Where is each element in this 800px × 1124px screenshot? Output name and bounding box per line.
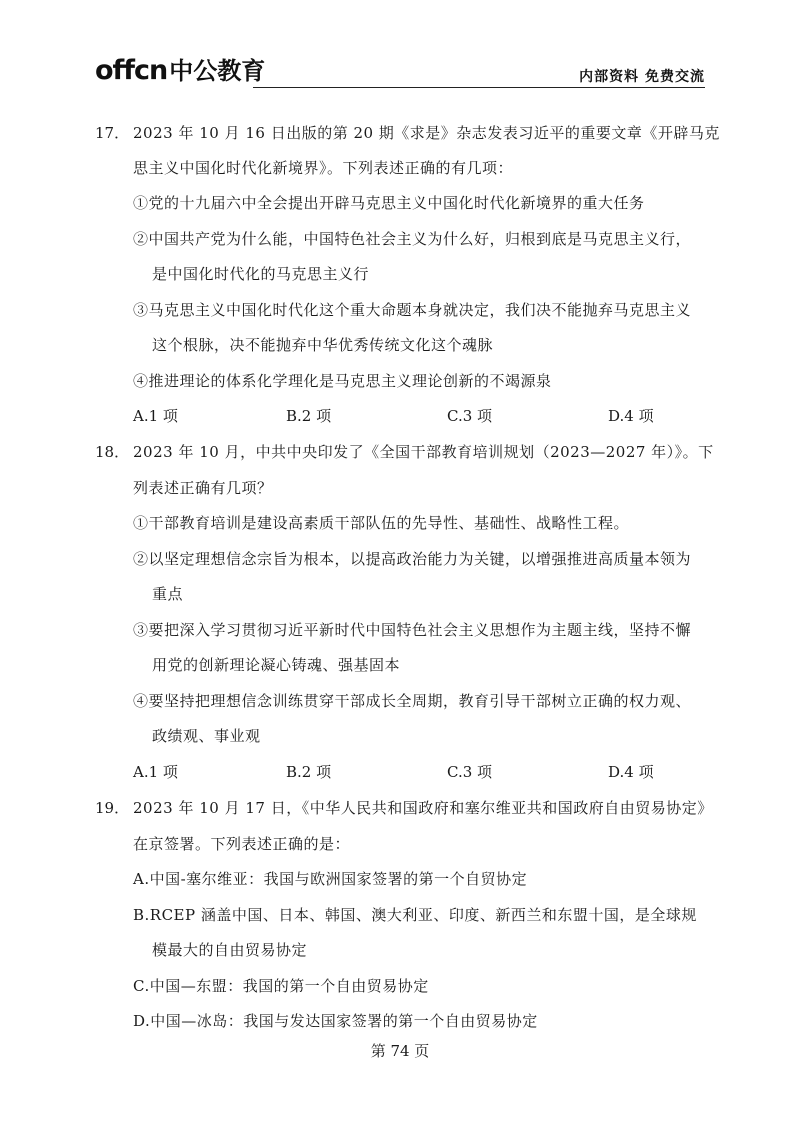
question-number: 19．	[95, 799, 130, 817]
statement-line: ②中国共产党为什么能，中国特色社会主义为什么好，归根到底是马克思主义行，	[133, 230, 692, 248]
option-c: C.3 项	[447, 763, 493, 781]
option-d: D.4 项	[608, 763, 654, 781]
statement-line: 重点	[152, 585, 184, 603]
option-c: C.3 项	[447, 407, 493, 425]
statement-line: ③要把深入学习贯彻习近平新时代中国特色社会主义思想作为主题主线，坚持不懈	[133, 621, 692, 639]
statement-line: ③马克思主义中国化时代化这个重大命题本身就决定，我们决不能抛弃马克思主义	[133, 301, 692, 319]
option-b: B.2 项	[286, 763, 332, 781]
logo-latin-text: offcn	[95, 55, 168, 86]
statement-line: ①干部教育培训是建设高素质干部队伍的先导性、基础性、战略性工程。	[133, 514, 630, 532]
question-number: 18．	[95, 443, 130, 461]
statement-line: 政绩观、事业观	[152, 727, 261, 745]
option-d: D.4 项	[608, 407, 654, 425]
option-a: A.1 项	[133, 407, 178, 425]
question-stem-line: 思主义中国化时代化新境界》。下列表述正确的有几项：	[133, 159, 514, 177]
offcn-logo	[95, 56, 265, 86]
logo-cn-text: 中公教育	[169, 57, 266, 85]
question-number: 17．	[95, 124, 130, 142]
statement-line: ④要坚持把理想信念训练贯穿干部成长全周期，教育引导干部树立正确的权力观、	[133, 692, 692, 710]
header-note: 内部资料 免费交流	[579, 69, 705, 85]
choice-line: B.RCEP 涵盖中国、日本、韩国、澳大利亚、印度、新西兰和东盟十国，是全球规	[133, 906, 697, 924]
page-header	[95, 56, 705, 88]
question-stem-line: 2023 年 10 月 17 日，《中华人民共和国政府和塞尔维亚共和国政府自由贸易协定》	[133, 799, 713, 817]
question-stem-line: 2023 年 10 月 16 日出版的第 20 期《求是》杂志发表习近平的重要文章《开辟马克	[133, 124, 720, 142]
choice-line: A.中国-塞尔维亚：我国与欧洲国家签署的第一个自贸协定	[133, 870, 528, 888]
question-stem-line: 列表述正确有几项？	[133, 479, 273, 497]
option-b: B.2 项	[286, 407, 332, 425]
choice-line: D.中国—冰岛：我国与发达国家签署的第一个自由贸易协定	[133, 1012, 538, 1030]
statement-line: ①党的十九届六中全会提出开辟马克思主义中国化时代化新境界的重大任务	[133, 194, 645, 212]
choice-line: 模最大的自由贸易协定	[152, 941, 308, 959]
statement-line: 这个根脉，决不能抛弃中华优秀传统文化这个魂脉	[152, 336, 494, 354]
option-a: A.1 项	[133, 763, 178, 781]
question-stem-line: 2023 年 10 月，中共中央印发了《全国干部教育培训规划（2023—2027 年）》。下	[133, 443, 714, 461]
question-stem-line: 在京签署。下列表述正确的是：	[133, 835, 351, 853]
header-rule	[253, 87, 705, 88]
statement-line: ④推进理论的体系化学理化是马克思主义理论创新的不竭源泉	[133, 372, 552, 390]
choice-line: C.中国—东盟：我国的第一个自由贸易协定	[133, 977, 429, 995]
statement-line: 用党的创新理论凝心铸魂、强基固本	[152, 656, 401, 674]
statement-line: ②以坚定理想信念宗旨为根本，以提高政治能力为关键，以增强推进高质量本领为	[133, 550, 692, 568]
statement-line: 是中国化时代化的马克思主义行	[152, 265, 370, 283]
page-number: 第 74 页	[370, 1042, 430, 1060]
